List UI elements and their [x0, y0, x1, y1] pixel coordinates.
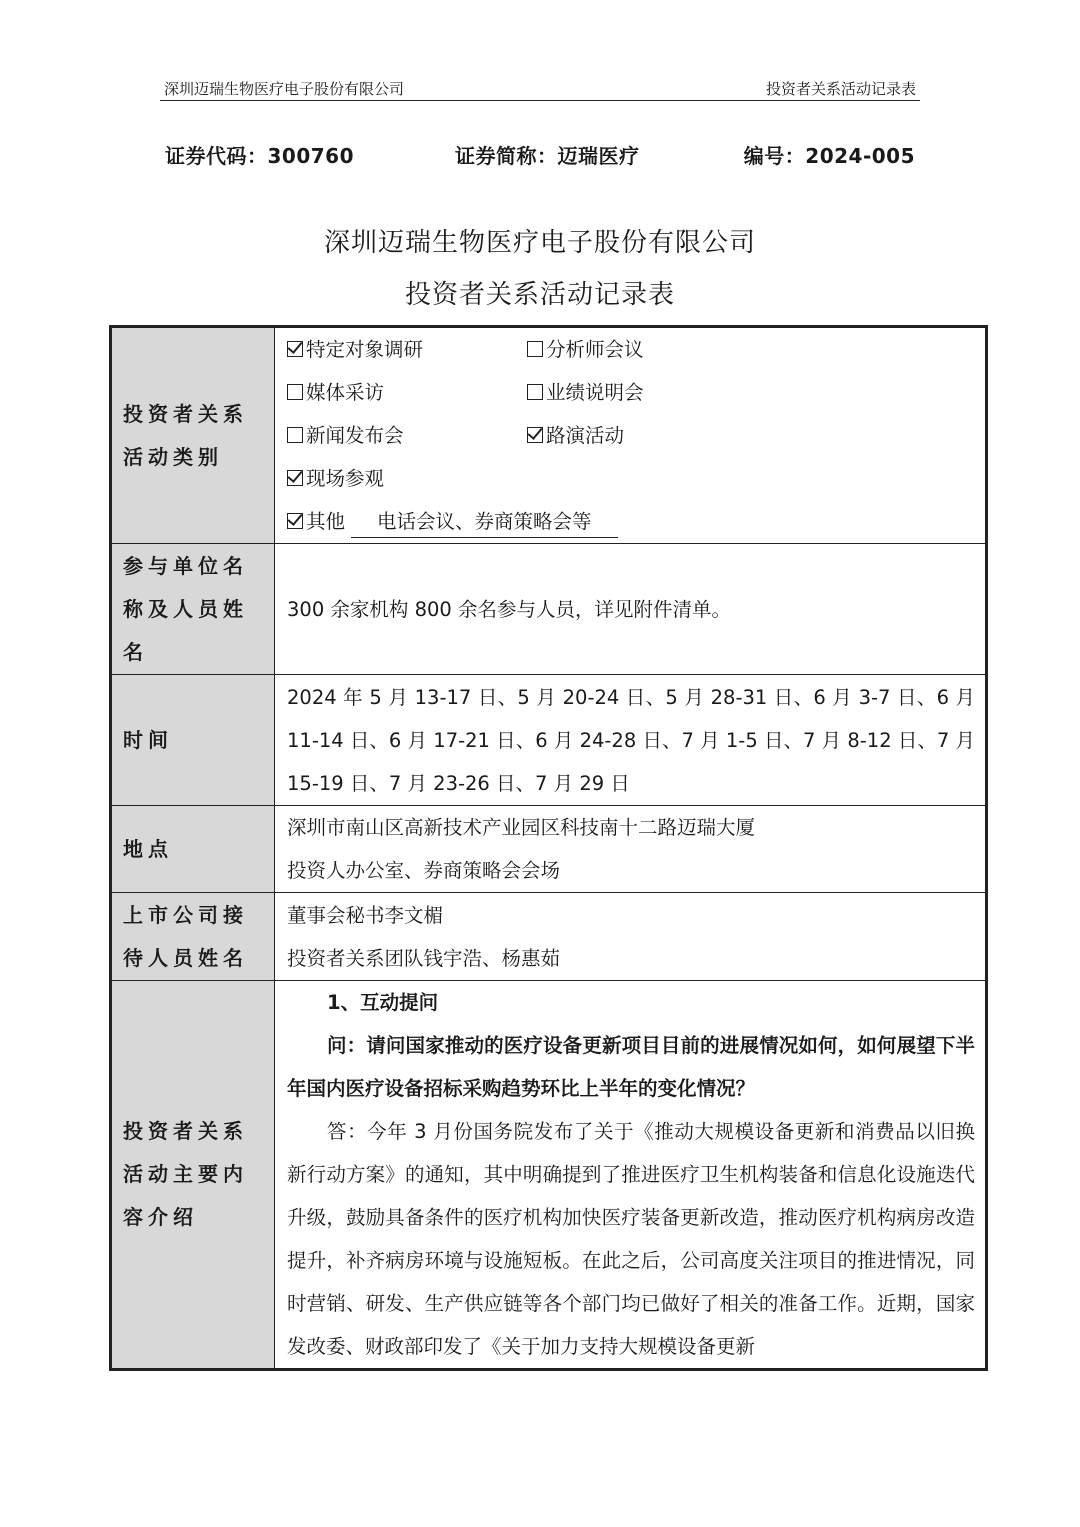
activity-option — [287, 457, 527, 500]
record-table — [109, 325, 988, 1371]
location-value — [275, 806, 987, 893]
activity-option — [527, 328, 975, 371]
reception-line-2: 投资者关系团队钱宇浩、杨惠茹 — [287, 946, 561, 970]
header-company: 深圳迈瑞生物医疗电子股份有限公司 — [164, 80, 405, 98]
document-number: 编号：2024-005 — [743, 144, 915, 168]
content-heading: 1、互动提问 — [327, 991, 439, 1014]
row-participants — [111, 544, 987, 675]
activity-type-options — [275, 327, 987, 544]
content-label: 投资者关系活动主要内容介绍 — [111, 981, 275, 1370]
securities-abbreviation: 证券简称：迈瑞医疗 — [455, 144, 640, 168]
securities-code: 证券代码：300760 — [165, 144, 354, 168]
location-line-1: 深圳市南山区高新技术产业园区科技南十二路迈瑞大厦 — [287, 816, 756, 839]
checkbox-checked-icon[interactable] — [287, 513, 303, 529]
activity-option — [527, 414, 975, 457]
checkbox-empty-icon[interactable] — [287, 427, 303, 443]
participants-label: 参与单位名称及人员姓名 — [111, 544, 275, 675]
checkbox-empty-icon[interactable] — [287, 384, 303, 400]
header-form-name: 投资者关系活动记录表 — [765, 80, 916, 98]
other-label: 其他 — [306, 510, 346, 533]
activity-type-label: 投资者关系活动类别 — [111, 327, 275, 544]
activity-option — [527, 371, 975, 414]
activity-option-label: 路演活动 — [546, 424, 625, 447]
activity-option-label: 业绩说明会 — [546, 381, 644, 404]
activity-option — [287, 414, 527, 457]
row-reception — [111, 893, 987, 981]
content-question: 问：请问国家推动的医疗设备更新项目目前的进展情况如何，如何展望下半年国内医疗设备招标采购趋势环比上半年的变化情况？ — [287, 1034, 975, 1100]
other-value: 电话会议、券商策略会等 — [351, 507, 618, 538]
reception-value — [275, 893, 987, 981]
checkbox-empty-icon[interactable] — [527, 341, 543, 357]
row-time — [111, 675, 987, 806]
activity-option-label: 新闻发布会 — [306, 424, 404, 447]
location-line-2: 投资人办公室、券商策略会会场 — [287, 859, 561, 882]
activity-option-label: 媒体采访 — [306, 381, 385, 404]
activity-option-other — [287, 500, 975, 543]
activity-option — [287, 371, 527, 414]
activity-option-label: 特定对象调研 — [306, 338, 424, 361]
checkbox-empty-icon[interactable] — [527, 384, 543, 400]
content-value — [275, 981, 987, 1370]
reception-label: 上市公司接待人员姓名 — [111, 893, 275, 981]
checkbox-checked-icon[interactable] — [287, 341, 303, 357]
document-title-company: 深圳迈瑞生物医疗电子股份有限公司 — [323, 228, 756, 258]
row-content — [111, 981, 987, 1370]
reception-line-1: 董事会秘书李文楣 — [287, 903, 444, 927]
header-rule — [160, 100, 920, 101]
row-location — [111, 806, 987, 893]
participants-value: 300 余家机构 800 余名参与人员，详见附件清单。 — [275, 544, 987, 675]
row-activity-type — [111, 327, 987, 544]
time-label: 时间 — [111, 675, 275, 806]
activity-option-label: 分析师会议 — [546, 338, 644, 361]
activity-option-label: 现场参观 — [306, 467, 385, 490]
checkbox-checked-icon[interactable] — [287, 470, 303, 486]
activity-option — [287, 328, 527, 371]
checkbox-checked-icon[interactable] — [527, 427, 543, 443]
document-title-form: 投资者关系活动记录表 — [404, 280, 675, 310]
content-answer: 答：今年 3 月份国务院发布了关于《推动大规模设备更新和消费品以旧换新行动方案》的通知，其中明确提到了推进医疗卫生机构装备和信息化设施迭代升级，鼓励具备条件的医疗机构加快医疗装备更新改造，推动医疗机构病房改造提升，补齐病房环境与设施短板。在此之后，公司高度关注项目的推进情况，同时营销、研发、生产供应链等各个部门均已做好了相关的准备工作。近期，国家发改委、财政部印发了《关于加力支持大规模设备更新 — [287, 1120, 975, 1358]
location-label: 地点 — [111, 806, 275, 893]
time-value: 2024 年 5 月 13-17 日、5 月 20-24 日、5 月 28-31 日、6 月 3-7 日、6 月 11-14 日、6 月 17-21 日、6 月 24-28 日、7 月 1-5 日、7 月 8-12 日、7 月 15-19 日、7 月 23-26 日、7 月 29 日 — [275, 675, 987, 806]
